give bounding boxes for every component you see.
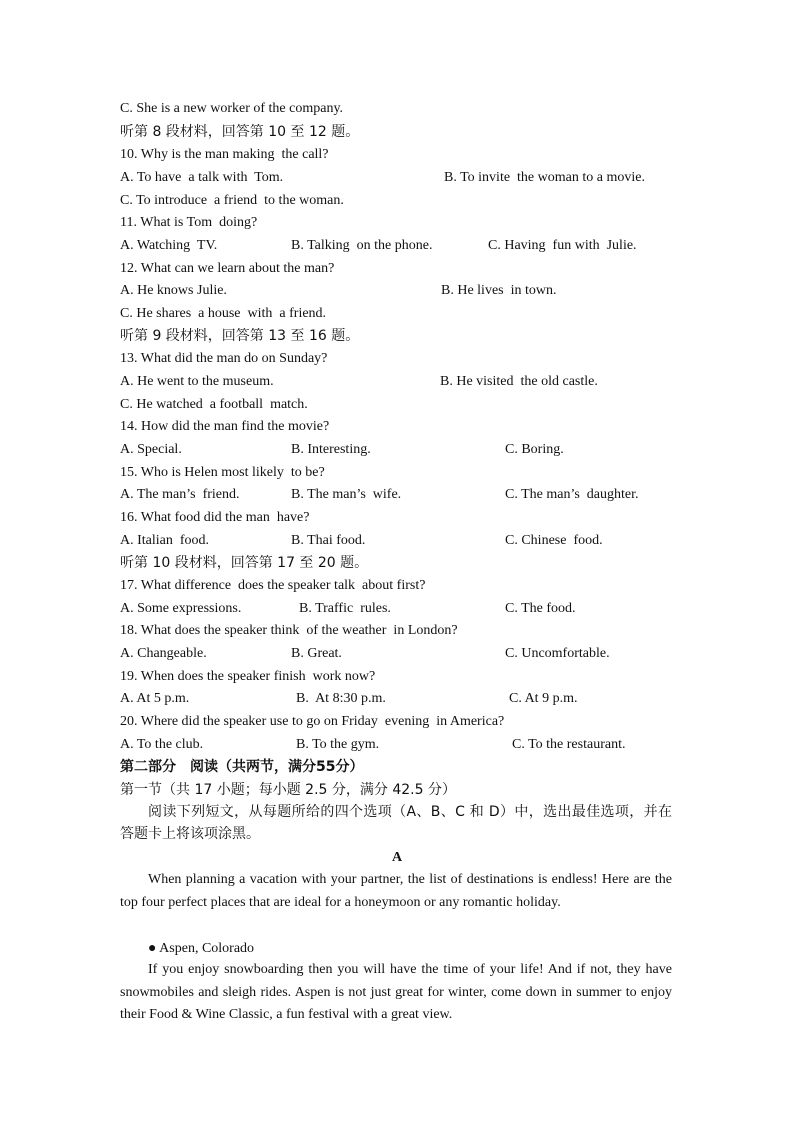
q19-option-b: B. At 8:30 p.m. (296, 691, 386, 706)
q15-option-a: A. The man’s friend. (120, 487, 240, 502)
question-18: 18. What does the speaker think of the weather in London? (120, 623, 458, 638)
q19-option-a: A. At 5 p.m. (120, 691, 190, 706)
q13-option-a: A. He went to the museum. (120, 374, 274, 389)
question-14: 14. How did the man find the movie? (120, 419, 330, 434)
section-10-instruction: 听第 10 段材料，回答第 17 至 20 题。 (120, 555, 369, 571)
q15-option-b: B. The man’s wife. (291, 487, 402, 502)
question-19: 19. When does the speaker finish work now? (120, 669, 376, 684)
section-8-instruction: 听第 8 段材料，回答第 10 至 12 题。 (120, 124, 360, 140)
q18-option-b: B. Great. (291, 646, 342, 661)
q20-option-c: C. To the restaurant. (512, 737, 626, 752)
part-2-title: 第二部分 阅读（共两节，满分55分） (120, 759, 364, 775)
q11-option-c: C. Having fun with Julie. (488, 238, 637, 253)
question-20: 20. Where did the speaker use to go on Friday evening in America? (120, 714, 505, 729)
q14-option-a: A. Special. (120, 442, 182, 457)
reading-instruction: 阅读下列短文，从每题所给的四个选项（A、B、C 和 D）中，选出最佳选项，并在答题卡上将该项涂黑。 (120, 804, 672, 842)
question-11: 11. What is Tom doing? (120, 215, 258, 230)
question-15: 15. Who is Helen most likely to be? (120, 465, 325, 480)
q20-option-a: A. To the club. (120, 737, 204, 752)
section-1-title: 第一节（共 17 小题；每小题 2.5 分，满分 42.5 分） (120, 782, 456, 798)
passage-label: A (391, 850, 403, 865)
q9-option-c: C. She is a new worker of the company. (120, 101, 344, 116)
q11-option-a: A. Watching TV. (120, 238, 218, 253)
q16-option-c: C. Chinese food. (505, 533, 603, 548)
q16-option-a: A. Italian food. (120, 533, 210, 548)
q17-option-a: A. Some expressions. (120, 601, 242, 616)
question-16: 16. What food did the man have? (120, 510, 310, 525)
q12-option-a: A. He knows Julie. (120, 283, 227, 298)
q15-option-c: C. The man’s daughter. (505, 487, 639, 502)
q12-option-b: B. He lives in town. (441, 283, 557, 298)
section-9-instruction: 听第 9 段材料，回答第 13 至 16 题。 (120, 328, 360, 344)
question-17: 17. What difference does the speaker talk about first? (120, 578, 426, 593)
q14-option-c: C. Boring. (505, 442, 564, 457)
q20-option-b: B. To the gym. (296, 737, 380, 752)
q17-option-c: C. The food. (505, 601, 576, 616)
q10-option-a: A. To have a talk with Tom. (120, 170, 284, 185)
q11-option-b: B. Talking on the phone. (291, 238, 433, 253)
question-12: 12. What can we learn about the man? (120, 261, 335, 276)
q13-option-c: C. He watched a football match. (120, 397, 308, 412)
q10-option-b: B. To invite the woman to a movie. (444, 170, 645, 185)
q18-option-c: C. Uncomfortable. (505, 646, 610, 661)
passage-paragraph-2: If you enjoy snowboarding then you will have the time of your life! And if not, they have snowmobiles and sleigh rides. Aspen is not just great for winter, come down in summer to enjoy their Food & Wine Classic, a fun festival with a great view. (120, 962, 672, 1022)
passage-paragraph-1: When planning a vacation with your partner, the list of destinations is endless! Here are the top four perfect places that are ideal for a honeymoon or any romantic holiday. (120, 872, 672, 910)
q17-option-b: B. Traffic rules. (299, 601, 391, 616)
q16-option-b: B. Thai food. (291, 533, 366, 548)
q18-option-a: A. Changeable. (120, 646, 207, 661)
q10-option-c: C. To introduce a friend to the woman. (120, 193, 344, 208)
q12-option-c: C. He shares a house with a friend. (120, 306, 327, 321)
q19-option-c: C. At 9 p.m. (509, 691, 578, 706)
bullet-aspen-colorado: ● Aspen, Colorado (148, 941, 255, 956)
q13-option-b: B. He visited the old castle. (440, 374, 598, 389)
question-10: 10. Why is the man making the call? (120, 147, 329, 162)
q14-option-b: B. Interesting. (291, 442, 371, 457)
question-13: 13. What did the man do on Sunday? (120, 351, 328, 366)
